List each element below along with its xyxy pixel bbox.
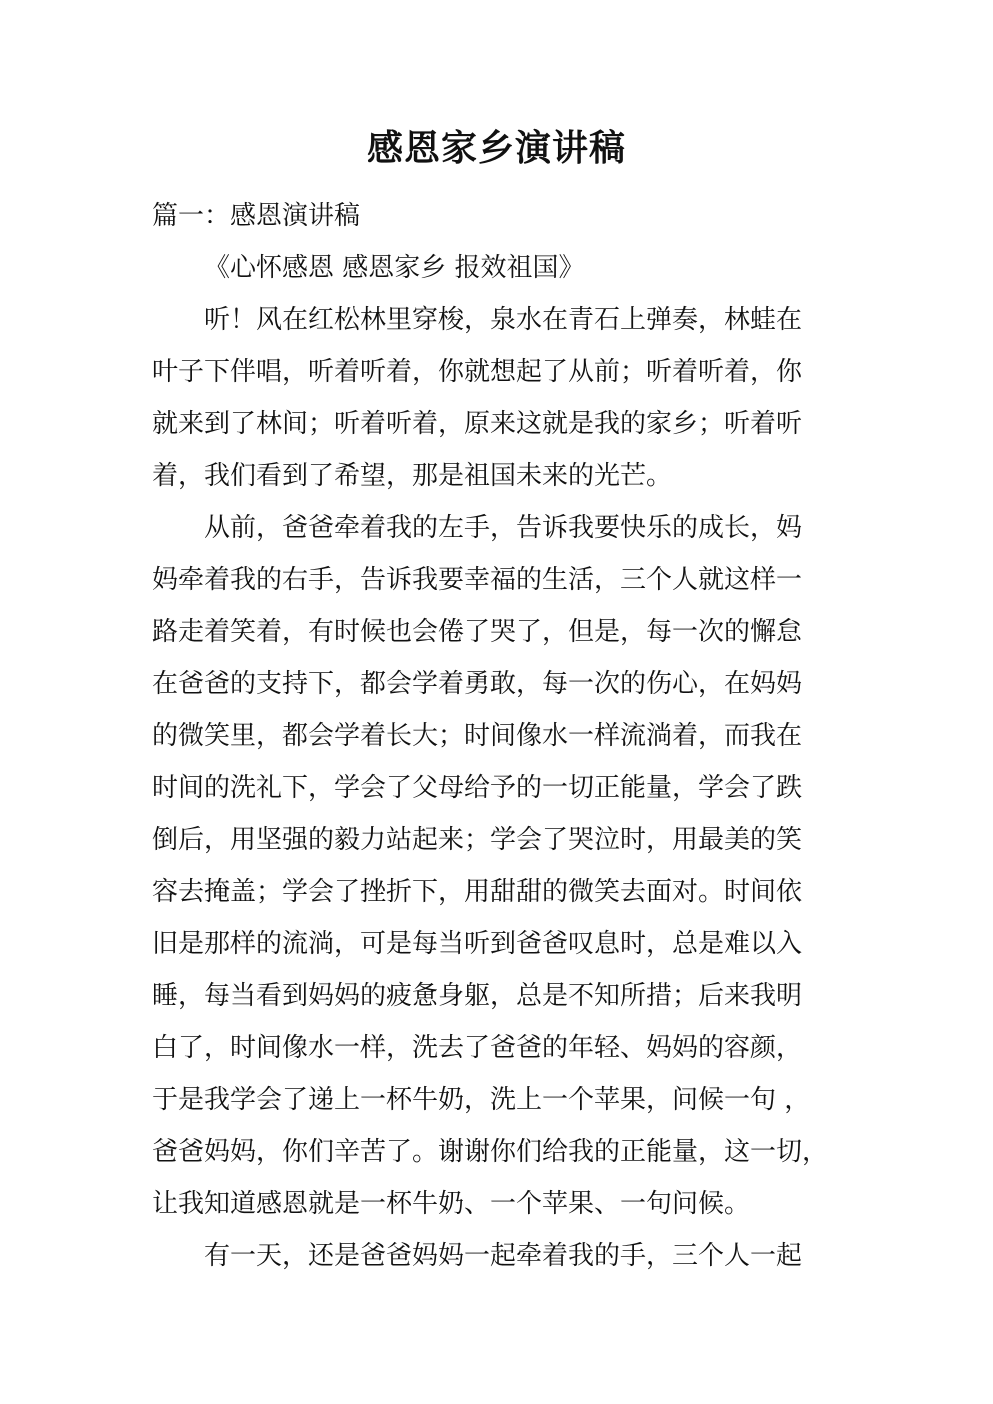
paragraph-line: 于是我学会了递上一杯牛奶，洗上一个苹果，问候一句 ，: [152, 1085, 811, 1115]
speech-subtitle: 《心怀感恩 感恩家乡 报效祖国》: [204, 253, 585, 283]
paragraph-line: 着，我们看到了希望，那是祖国未来的光芒。: [152, 461, 673, 491]
document-title: 感恩家乡演讲稿: [366, 127, 626, 169]
paragraph-line: 叶子下伴唱，听着听着，你就想起了从前；听着听着，你: [152, 357, 803, 387]
paragraph-line: 睡，每当看到妈妈的疲惫身躯，总是不知所措；后来我明: [152, 981, 803, 1011]
paragraph-line: 就来到了林间；听着听着，原来这就是我的家乡；听着听: [152, 409, 803, 439]
paragraph-line: 从前，爸爸牵着我的左手，告诉我要快乐的成长，妈: [204, 513, 803, 543]
paragraph-line: 倒后，用坚强的毅力站起来；学会了哭泣时，用最美的笑: [152, 825, 803, 855]
section-heading: 篇一：感恩演讲稿: [152, 201, 361, 231]
paragraph-line: 旧是那样的流淌，可是每当听到爸爸叹息时，总是难以入: [152, 929, 803, 959]
paragraph-line: 容去掩盖；学会了挫折下，用甜甜的微笑去面对。时间依: [152, 877, 803, 907]
paragraph-line: 有一天，还是爸爸妈妈一起牵着我的手，三个人一起: [204, 1241, 803, 1271]
paragraph-line: 在爸爸的支持下，都会学着勇敢，每一次的伤心，在妈妈: [152, 669, 803, 699]
paragraph-line: 时间的洗礼下，学会了父母给予的一切正能量，学会了跌: [152, 773, 803, 803]
paragraph-line: 爸爸妈妈，你们辛苦了。谢谢你们给我的正能量，这一切，: [152, 1137, 829, 1167]
paragraph-line: 让我知道感恩就是一杯牛奶、一个苹果、一句问候。: [152, 1189, 751, 1219]
paragraph-line: 听！风在红松林里穿梭，泉水在青石上弹奏，林蛙在: [204, 305, 803, 335]
paragraph-line: 路走着笑着，有时候也会倦了哭了，但是，每一次的懈怠: [152, 617, 803, 647]
paragraph-line: 的微笑里，都会学着长大；时间像水一样流淌着，而我在: [152, 721, 803, 751]
paragraph-line: 妈牵着我的右手，告诉我要幸福的生活，三个人就这样一: [152, 565, 803, 595]
paragraph-line: 白了，时间像水一样，洗去了爸爸的年轻、妈妈的容颜，: [152, 1033, 803, 1063]
